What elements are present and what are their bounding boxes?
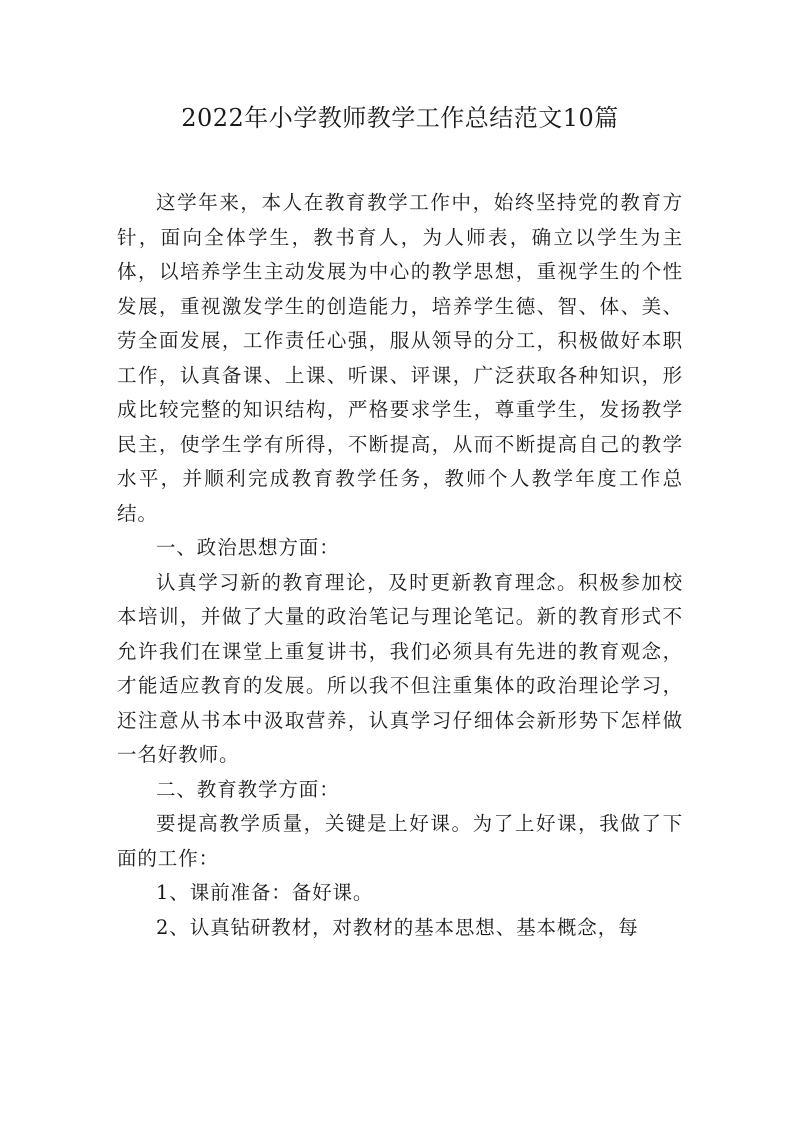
list-item-2: 2、认真钻研教材，对教材的基本思想、基本概念，每: [156, 915, 639, 939]
section-heading-teaching: 二、教育教学方面：: [156, 777, 340, 801]
section-heading-political: 一、政治思想方面：: [156, 536, 340, 559]
document-title: 2022年小学教师教学工作总结范文10篇: [181, 104, 619, 132]
intro-paragraph: 这学年来，本人在教育教学工作中，始终坚持党的教育方针，面向全体学生，教书育人，为人师表，确立以学生为主体，以培养学生主动发展为中心的教学思想，重视学生的个性发展，重视激发学生的创造能力，培养学生德、智、体、美、劳全面发展，工作责任心强，服从领导的分工，积极做好本职工作，认真备课、上课、听课、评课，广泛获取各种知识，形成比较完整的知识结构，严格要求学生，尊重学生，发扬教学民主，使学生学有所得，不断提高，从而不断提高自己的教学水平，并顺利完成教育教学任务，教师个人教学年度工作总结。: [117, 191, 683, 525]
political-paragraph: 认真学习新的教育理论，及时更新教育理念。积极参加校本培训，并做了大量的政治笔记与理论笔记。新的教育形式不允许我们在课堂上重复讲书，我们必须具有先进的教育观念，才能适应教育的发展。所以我不但注重集体的政治理论学习，还注意从书本中汲取营养，认真学习仔细体会新形势下怎样做一名好教师。: [117, 570, 683, 766]
document-body: [117, 186, 683, 945]
teaching-paragraph: 要提高教学质量，关键是上好课。为了上好课，我做了下面的工作：: [117, 812, 683, 870]
list-item-1: 1、课前准备：备好课。: [156, 881, 374, 904]
